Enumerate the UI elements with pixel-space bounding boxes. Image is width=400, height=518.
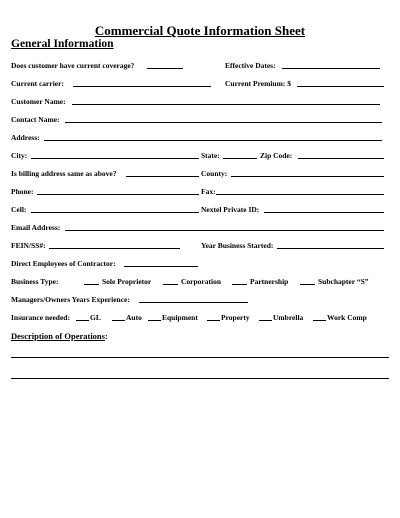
partnership-label: Partnership — [250, 277, 289, 286]
coverage-field[interactable] — [147, 68, 183, 69]
sole-proprietor-label: Sole Proprietor — [102, 277, 152, 286]
carrier-field[interactable] — [73, 86, 211, 87]
direct-employees-field[interactable] — [124, 266, 198, 267]
description-heading — [11, 331, 108, 341]
umbrella-label: Umbrella — [273, 313, 304, 322]
customer-name-field[interactable] — [72, 104, 380, 105]
email-field[interactable] — [65, 230, 384, 231]
carrier-label: Current carrier: — [11, 79, 64, 88]
umbrella-check[interactable] — [259, 320, 272, 321]
auto-label: Auto — [126, 313, 142, 322]
county-field[interactable] — [231, 176, 384, 177]
sole-proprietor-check[interactable] — [84, 284, 99, 285]
corporation-label: Corporation — [181, 277, 221, 286]
property-check[interactable] — [207, 320, 220, 321]
section-heading: General Information — [11, 38, 114, 50]
effective-dates-label: Effective Dates: — [225, 61, 276, 70]
insurance-needed-label: Insurance needed: — [11, 313, 70, 322]
state-field[interactable] — [223, 158, 257, 159]
fax-label: Fax: — [201, 187, 216, 196]
state-label: State: — [201, 151, 220, 160]
zip-field[interactable] — [298, 158, 384, 159]
cell-field[interactable] — [31, 212, 199, 213]
nextel-field[interactable] — [264, 212, 384, 213]
address-label: Address: — [11, 133, 40, 142]
phone-label: Phone: — [11, 187, 34, 196]
direct-employees-label: Direct Employees of Contractor: — [11, 259, 116, 268]
managers-years-field[interactable] — [139, 302, 248, 303]
premium-label: Current Premium: $ — [225, 79, 291, 88]
year-started-field[interactable] — [277, 248, 384, 249]
phone-field[interactable] — [37, 194, 199, 195]
email-label: Email Address: — [11, 223, 61, 232]
partnership-check[interactable] — [232, 284, 247, 285]
contact-name-label: Contact Name: — [11, 115, 60, 124]
equipment-label: Equipment — [162, 313, 198, 322]
work-comp-check[interactable] — [313, 320, 326, 321]
customer-name-label: Customer Name: — [11, 97, 66, 106]
address-field[interactable] — [44, 140, 382, 141]
zip-label: Zip Code: — [260, 151, 293, 160]
equipment-check[interactable] — [148, 320, 161, 321]
effective-dates-field[interactable] — [282, 68, 380, 69]
city-field[interactable] — [31, 158, 199, 159]
cell-label: Cell: — [11, 205, 27, 214]
description-colon: : — [104, 331, 108, 341]
fein-label: FEIN/SS#: — [11, 241, 46, 250]
description-line-2[interactable] — [11, 378, 389, 379]
corporation-check[interactable] — [163, 284, 178, 285]
description-label: Description of Operations — [11, 331, 105, 341]
nextel-label: Nextel Private ID: — [201, 205, 260, 214]
subchapter-s-check[interactable] — [300, 284, 315, 285]
coverage-label: Does customer have current coverage? — [11, 61, 135, 70]
city-label: City: — [11, 151, 28, 160]
form-title: Commercial Quote Information Sheet — [94, 23, 306, 38]
fax-field[interactable] — [216, 194, 384, 195]
managers-years-label: Managers/Owners Years Experience: — [11, 295, 130, 304]
contact-name-field[interactable] — [65, 122, 382, 123]
auto-check[interactable] — [112, 320, 125, 321]
gl-label: GL — [90, 313, 101, 322]
description-line-1[interactable] — [11, 357, 389, 358]
premium-field[interactable] — [297, 86, 384, 87]
business-type-label: Business Type: — [11, 277, 59, 286]
billing-same-field[interactable] — [126, 176, 199, 177]
subchapter-s-label: Subchapter “S” — [318, 277, 369, 286]
billing-same-label: Is billing address same as above? — [11, 169, 117, 178]
property-label: Property — [221, 313, 250, 322]
county-label: County: — [201, 169, 228, 178]
fein-field[interactable] — [49, 248, 180, 249]
year-started-label: Year Business Started: — [201, 241, 274, 250]
gl-check[interactable] — [76, 320, 89, 321]
work-comp-label: Work Comp — [327, 313, 367, 322]
